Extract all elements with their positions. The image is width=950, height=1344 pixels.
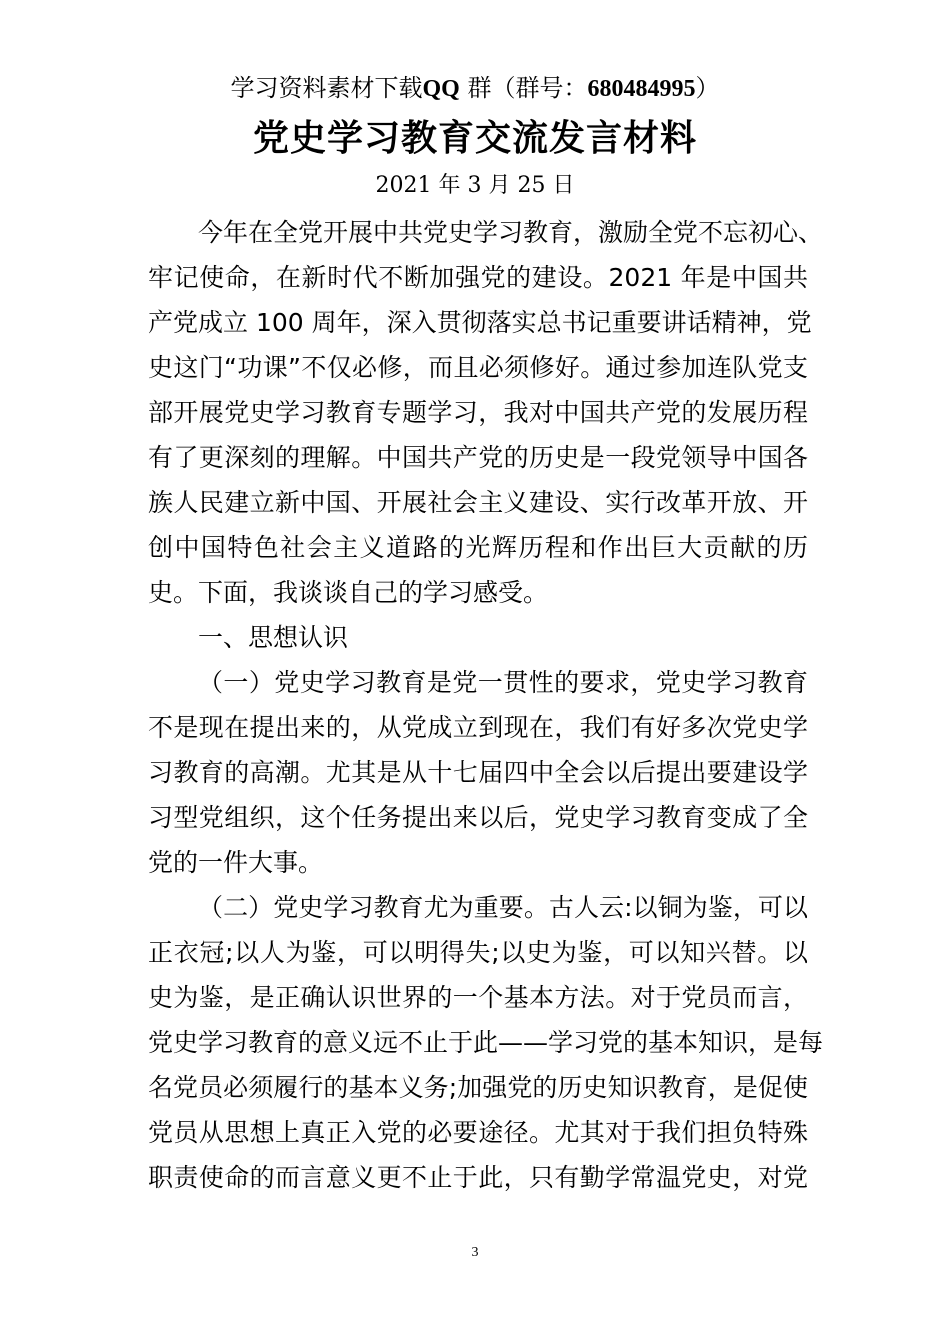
paragraph-2-line-5: 党的一件大事。 <box>148 848 324 877</box>
header-suffix: ） <box>695 74 720 102</box>
paragraph-3-line-1: （二）党史学习教育尤为重要。古人云:以铜为鉴，可以 <box>198 893 808 922</box>
paragraph-1-line-4: 史这门“功课”不仅必修，而且必须修好。通过参加连队党支 <box>148 353 808 382</box>
paragraph-2-line-3: 习教育的高潮。尤其是从十七届四中全会以后提出要建设学 <box>148 758 808 787</box>
paragraph-1-line-1: 今年在全党开展中共党史学习教育，激励全党不忘初心、 <box>198 218 824 247</box>
paragraph-1-line-9: 史。下面，我谈谈自己的学习感受。 <box>148 578 549 607</box>
header-group-number: 680484995 <box>587 76 696 102</box>
paragraph-2-line-4: 习型党组织，这个任务提出来以后，党史学习教育变成了全 <box>148 803 808 832</box>
paragraph-3-line-2: 正衣冠;以人为鉴，可以明得失;以史为鉴，可以知兴替。以 <box>148 938 808 967</box>
paragraph-1-line-8: 创中国特色社会主义道路的光辉历程和作出巨大贡献的历 <box>148 533 808 562</box>
paragraph-2-line-2: 不是现在提出来的，从党成立到现在，我们有好多次党史学 <box>148 713 808 742</box>
page-number: 3 <box>471 1245 479 1260</box>
paragraph-3-line-7: 职责使命的而言意义更不止于此，只有勤学常温党史，对党 <box>148 1163 808 1192</box>
paragraph-2-line-1: （一）党史学习教育是党一贯性的要求，党史学习教育 <box>198 668 808 697</box>
header-prefix: 学习资料素材下载 <box>230 74 423 102</box>
paragraph-1-line-6: 有了更深刻的理解。中国共产党的历史是一段党领导中国各 <box>148 443 808 472</box>
paragraph-3-line-6: 党员从思想上真正入党的必要途径。尤其对于我们担负特殊 <box>148 1118 808 1147</box>
paragraph-3-line-3: 史为鉴，是正确认识世界的一个基本方法。对于党员而言， <box>148 983 808 1012</box>
document-body <box>148 210 824 1200</box>
paragraph-1-line-7: 族人民建立新中国、开展社会主义建设、实行改革开放、开 <box>148 488 808 517</box>
paragraph-3-line-5: 名党员必须履行的基本义务;加强党的历史知识教育，是促使 <box>148 1073 808 1102</box>
paragraph-1-line-5: 部开展党史学习教育专题学习，我对中国共产党的发展历程 <box>148 398 808 427</box>
paragraph-1-line-3: 产党成立 100 周年，深入贯彻落实总书记重要讲话精神，党 <box>148 308 812 337</box>
header-qq: QQ <box>422 76 460 102</box>
section-heading: 一、思想认识 <box>198 623 349 652</box>
paragraph-3-line-4: 党史学习教育的意义远不止于此——学习党的基本知识，是每 <box>148 1028 824 1057</box>
header-group-label: 群（群号： <box>459 74 588 102</box>
download-header <box>0 70 950 107</box>
document-title: 党史学习教育交流发言材料 <box>252 117 697 159</box>
document-date: 2021 年 3 月 25 日 <box>375 173 575 198</box>
paragraph-1-line-2: 牢记使命，在新时代不断加强党的建设。2021 年是中国共 <box>148 263 808 292</box>
